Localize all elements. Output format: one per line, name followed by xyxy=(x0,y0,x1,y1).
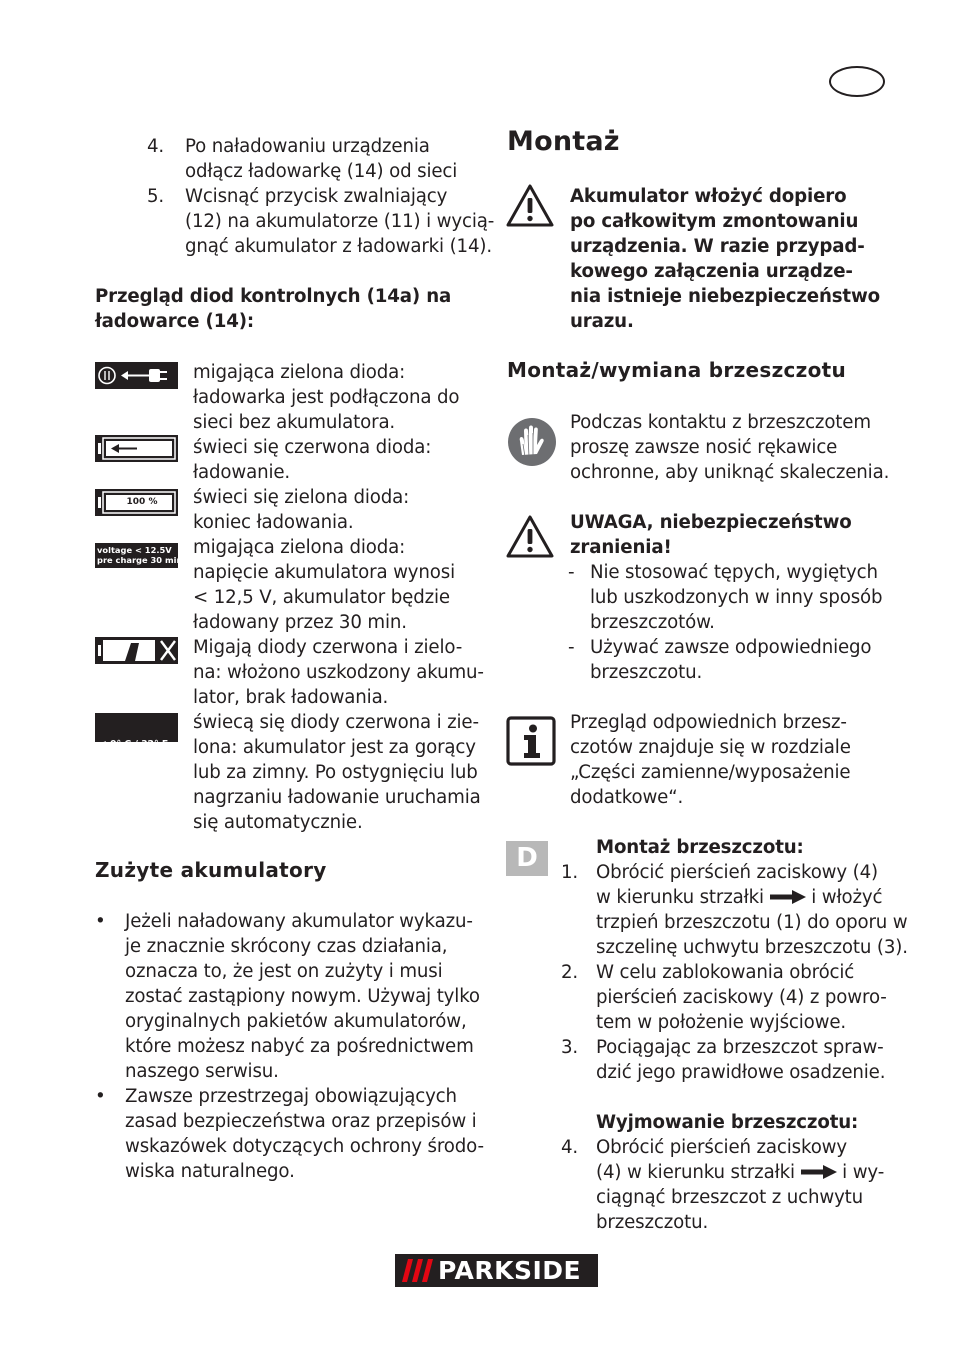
plug-icon xyxy=(95,362,178,389)
info-note: Przegląd odpowiednich brzesz- czotów znajduje się w rozdziale „Części zamienne/wyposażenie dodatkowe“. xyxy=(570,712,851,808)
info-icon xyxy=(506,716,556,770)
bullet-icon: • xyxy=(95,1086,106,1107)
bullet-list xyxy=(95,909,495,1184)
list-item: • Jeżeli naładowany akumulator wykazu- je znacznie skrócony czas działania, oznacza to, że jest on zużyty i musi zostać zastąpiony nowym. Używaj tylko oryginalnych pakietów akumulatorów, które możesz nabyć za pośrednictwem naszego serwisu. xyxy=(95,911,480,1082)
gloves-note: Podczas kontaktu z brzeszczotem proszę zawsze nosić rękawice ochronne, aby uniknąć skaleczenia. xyxy=(570,412,890,483)
language-oval xyxy=(829,66,885,97)
illustration-badge: D xyxy=(506,841,548,876)
temperature-label: < 0° C / 32° F > 50° C / 122° F xyxy=(95,713,178,742)
list-item: 4. Po naładowaniu urządzenia odłącz ładowarkę (14) od sieci xyxy=(146,136,458,182)
injury-warning-title: UWAGA, niebezpieczeństwo zranienia! xyxy=(570,512,852,558)
parkside-logo: PARKSIDE xyxy=(394,1253,599,1288)
list-item: 5. Wcisnąć przycisk zwalniający (12) na akumulatorze (11) i wycią- gnąć akumulator z ładowarki (14). xyxy=(146,186,495,257)
arrow-right-icon xyxy=(801,1165,837,1179)
remove-heading: Wyjmowanie brzeszczotu: xyxy=(596,1112,859,1133)
list-item: 3. Pociągając za brzeszczot spraw- dzić jego prawidłowe osadzenie. xyxy=(560,1037,886,1083)
battery-charging-icon xyxy=(95,435,178,462)
battery-full-icon: 100 % xyxy=(95,489,178,516)
blade-section-heading: Montaż/wymiana brzeszczotu xyxy=(507,358,847,382)
used-batteries-heading: Zużyte akumulatory xyxy=(95,858,327,882)
left-steps xyxy=(146,134,495,259)
page-title: Montaż xyxy=(507,126,620,157)
mount-steps xyxy=(548,860,908,1085)
list-item: • Zawsze przestrzegaj obowiązujących zasad bezpieczeństwa oraz przepisów i wskazówek dotyczących ochrony środo- wiska naturalnego. xyxy=(95,1086,484,1182)
list-item: 4. Obrócić pierścień zaciskowy (4) w kierunku strzałki i wy- ciągnąć brzeszczot z uchwytu brzeszczotu. xyxy=(560,1137,885,1233)
mount-heading: Montaż brzeszczotu: xyxy=(596,837,804,858)
battery-damaged-icon xyxy=(95,637,178,664)
list-item: - Używać zawsze odpowiedniego brzeszczotu. xyxy=(568,637,872,683)
warning-icon xyxy=(505,183,555,232)
list-item: 2. W celu zablokowania obrócić pierścień zaciskowy (4) z powro- tem w położenie wyjściowe. xyxy=(560,962,887,1033)
led-overview-heading: Przegląd diod kontrolnych (14a) na ładowarce (14): xyxy=(95,286,452,332)
bullet-icon: • xyxy=(95,911,106,932)
gloves-icon xyxy=(507,417,557,471)
list-item: - Nie stosować tępych, wygiętych lub uszkodzonych w inny sposób brzeszczotów. xyxy=(568,562,883,633)
led-item-1-text: migająca zielona dioda: ładowarka jest podłączona do sieci bez akumulatora. świeci się czerwona dioda: ładowanie. świeci się zielona dioda: koniec ładowania. migająca zielona dioda: napięcie akumulatora wynosi < 12,5 V, akumulator będzie ładowany przez 30 min. Migają diody czerwona i zielo- na: włożono uszkodzony akumu- lator, brak ładowania. świecą się diody czerwona i zie- lona: akumulator jest za gorący lub za zimny. Po ostygnięciu lub nagrzaniu ładowanie uruchamia się automatycznie. xyxy=(193,362,484,833)
arrow-right-icon xyxy=(770,890,806,904)
warning-icon xyxy=(505,514,555,563)
injury-warning-list xyxy=(570,560,882,685)
remove-steps xyxy=(548,1135,908,1235)
list-item: 1. Obrócić pierścień zaciskowy (4) w kierunku strzałki i włożyć trzpień brzeszczotu (1) do oporu w szczelinę uchwytu brzeszczotu (3). xyxy=(560,862,908,958)
voltage-label: voltage < 12.5V pre charge 30 mins xyxy=(95,543,178,568)
battery-warning: Akumulator włożyć dopiero po całkowitym zmontowaniu urządzenia. W razie przypad- kowego załączenia urządze- nia istnieje niebezpieczeństwo urazu. xyxy=(570,186,880,332)
